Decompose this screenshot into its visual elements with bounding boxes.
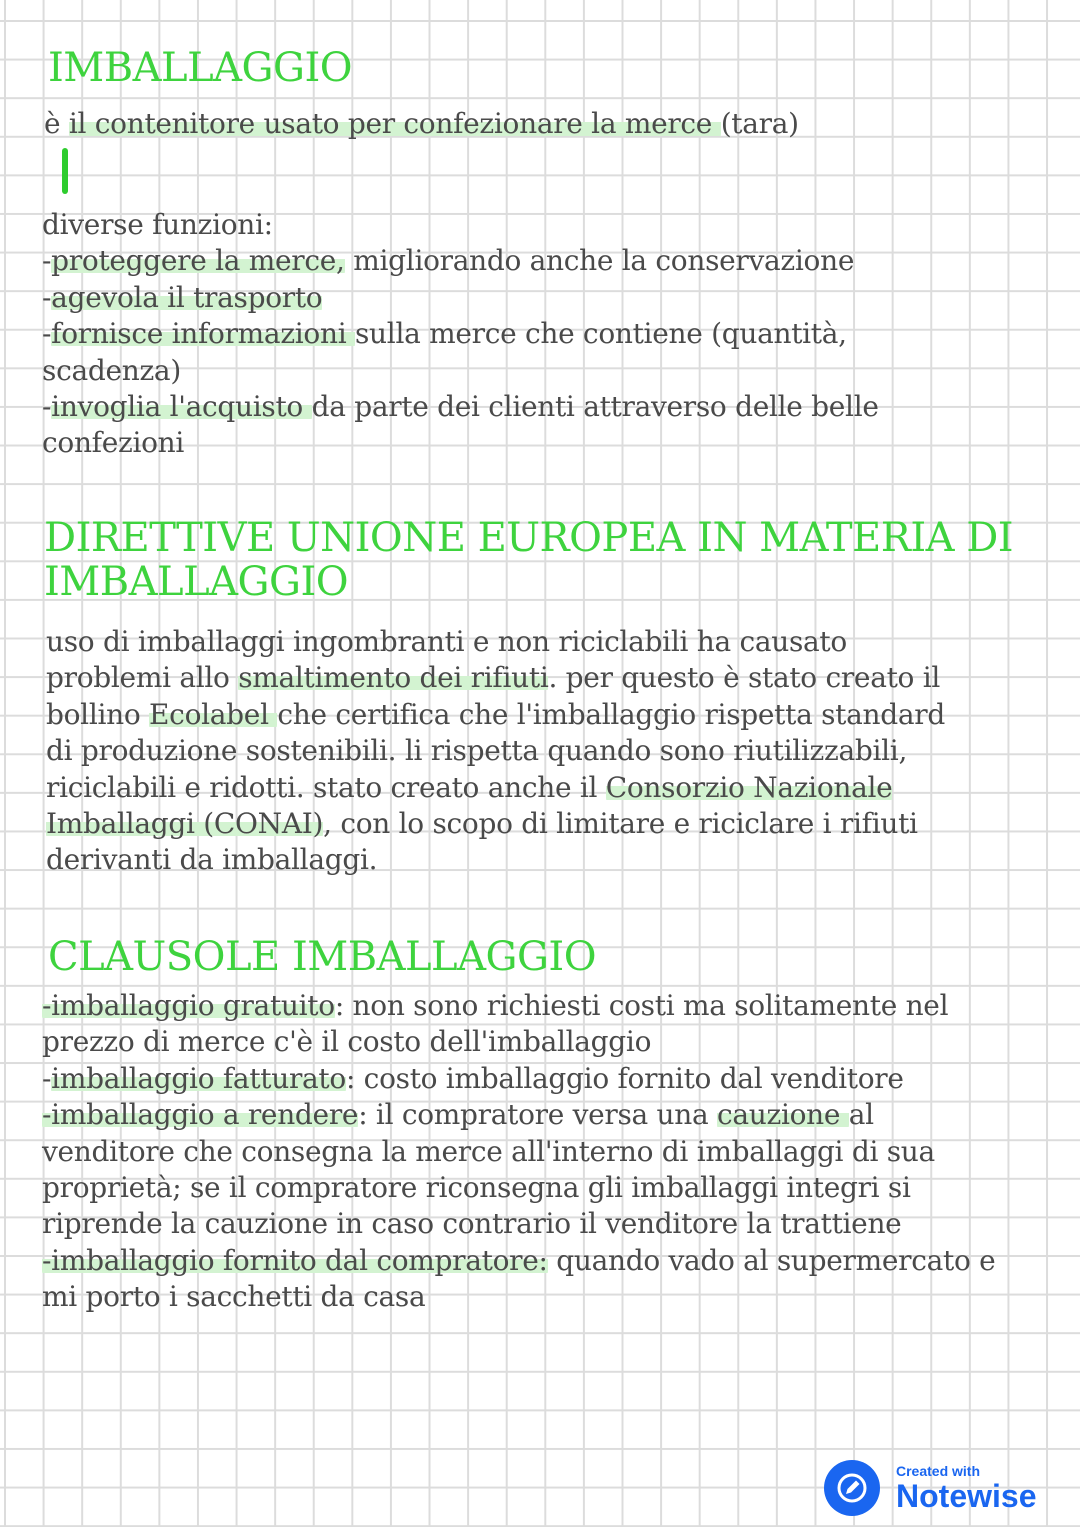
section-title-clausole: CLAUSOLE IMBALLAGGIO	[48, 934, 596, 980]
function-item: -fornisce informazioni sulla merce che contiene (quantità,	[42, 317, 847, 351]
clause-highlight: -imballaggio gratuito	[42, 989, 335, 1022]
functions-intro: diverse funzioni:	[42, 208, 273, 241]
highlight-ecolabel: Ecolabel	[149, 697, 278, 731]
definition-text	[44, 106, 799, 142]
highlight-conai: Imballaggi (CONAI)	[46, 807, 324, 841]
highlight-consorzio: Consorzio Nazionale	[605, 770, 893, 804]
function-item: -proteggere la merce, migliorando anche la conservazione	[42, 244, 855, 278]
clause-item: -imballaggio a rendere: il compratore versa una cauzione al	[42, 1098, 874, 1132]
watermark-small-text: Created with	[896, 1463, 981, 1479]
clause-item: -imballaggio fornito dal compratore: quando vado al supermercato e	[42, 1243, 996, 1277]
watermark-brand-name: Notewise	[896, 1478, 1037, 1514]
watermark-text	[896, 1463, 1036, 1513]
function-highlight: agevola il trasporto	[51, 280, 323, 314]
function-item: -agevola il trasporto	[42, 280, 323, 314]
function-highlight: invoglia l'acquisto	[51, 390, 312, 424]
definition-pre: è	[44, 107, 69, 140]
clause-highlight: -imballaggio fornito dal compratore:	[42, 1243, 548, 1277]
section-title-direttive: DIRETTIVE UNIONE EUROPEA IN MATERIA DI IMBALLAGGIO	[44, 515, 1014, 605]
clause-highlight: -imballaggio a rendere	[42, 1098, 359, 1132]
function-item-continued: confezioni	[42, 426, 185, 460]
notewise-watermark	[824, 1458, 1036, 1518]
function-item-continued: scadenza)	[42, 353, 181, 387]
clause-item: -imballaggio fatturato: costo imballaggio fornito dal venditore	[42, 1061, 904, 1095]
definition-post: (tara)	[720, 107, 799, 140]
function-highlight: fornisce informazioni	[51, 317, 355, 351]
function-item: -invoglia l'acquisto da parte dei clienti attraverso delle belle	[42, 390, 879, 424]
clause-highlight: imballaggio fatturato	[51, 1061, 346, 1095]
section-title-imballaggio: IMBALLAGGIO	[48, 45, 353, 91]
pen-icon	[824, 1460, 880, 1516]
highlight-smaltimento: smaltimento dei rifiuti	[238, 661, 549, 695]
direttive-paragraph: uso di imballaggi ingombranti e non riciclabili ha causato problemi allo smaltimento dei rifiuti. per questo è stato creato il bollino Ecolabel che certifica che l'imballaggio rispetta standard di produzione sostenibili. li rispetta quando sono riutilizzabili, riciclabili e ridotti. stato creato anche il Consorzio Nazionale Imballaggi (CONAI), con lo scopo di limitare e riciclare i rifiuti derivanti da imballaggi.	[46, 625, 945, 877]
definition-highlight: il contenitore usato per confezionare la merce	[68, 107, 721, 140]
clause-item: -imballaggio gratuito: non sono richiesti costi ma solitamente nel	[42, 989, 949, 1022]
functions-list	[42, 207, 879, 462]
function-highlight: proteggere la merce,	[51, 244, 345, 278]
green-marker-stroke	[62, 148, 68, 194]
highlight-cauzione: cauzione	[717, 1098, 849, 1132]
clausole-list: -imballaggio gratuito: non sono richiesti costi ma solitamente nel prezzo di merce c'è il costo dell'imballaggio -imballaggio fatturato: costo imballaggio fornito dal venditore -imballaggio a rendere: il compratore versa una cauzione al venditore che consegna la merce all'interno di imballaggi di sua proprietà; se il compratore riconsegna gli imballaggi integri si riprende la cauzione in caso contrario il venditore la trattiene -imballaggio fornito dal compratore: quando vado al supermercato e mi porto i sacchetti da casa	[42, 989, 996, 1314]
